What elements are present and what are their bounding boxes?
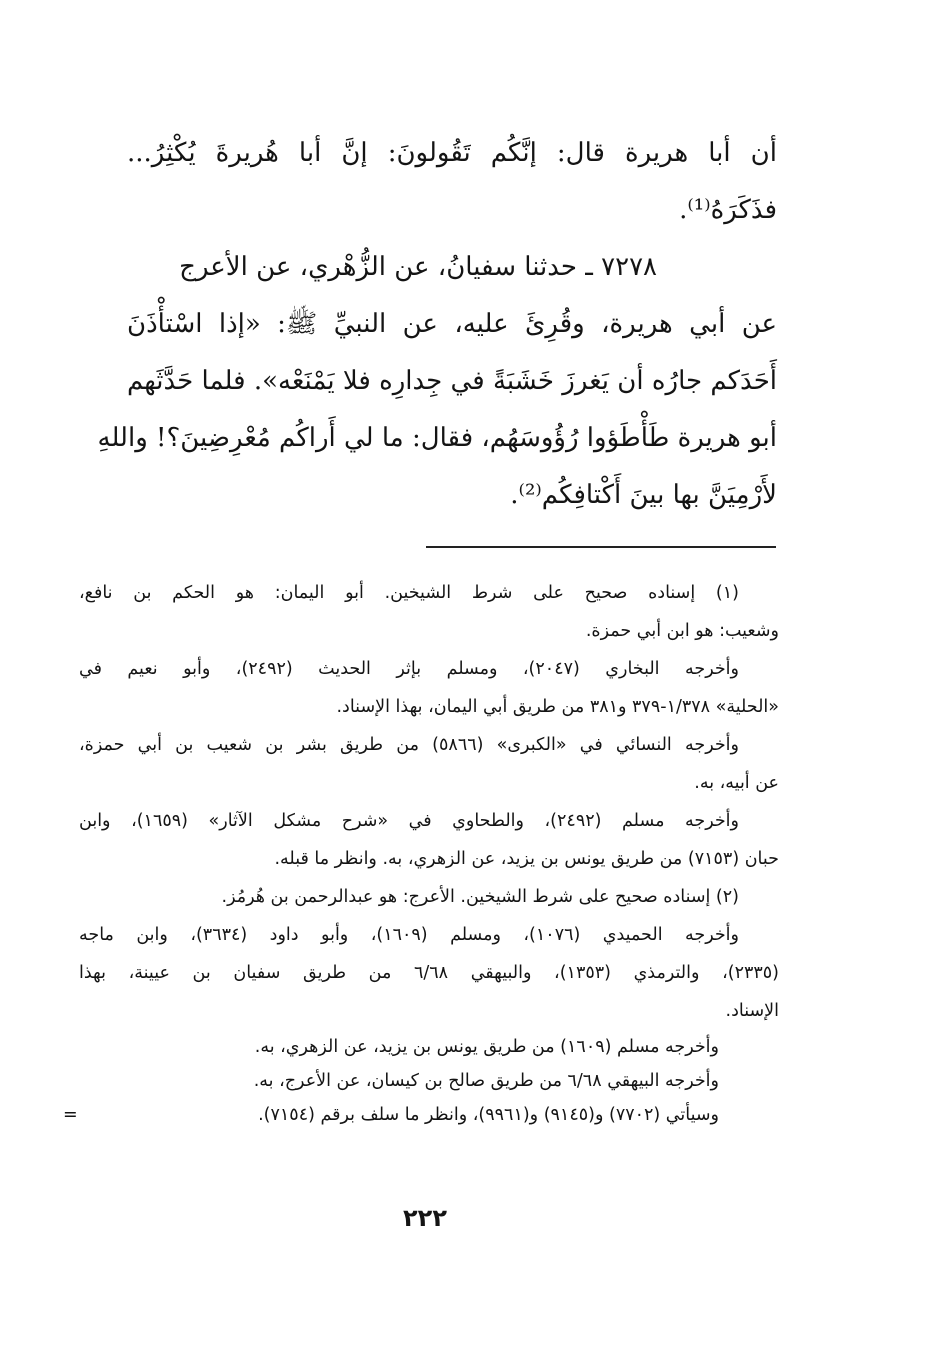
- hadith-number-line: ٧٢٧٨ ـ حدثنا سفيانُ، عن الزُّهْري، عن الأعرج: [179, 252, 657, 282]
- footnote-line: «الحلية» ١/٣٧٨-٣٧٩ و٣٨١ من طريق أبي اليمان، بهذا الإسناد.: [336, 697, 779, 717]
- main-line: أن أبا هريرة قال: إنَّكُم تَقُولونَ: إنَّ أبا هُريرةَ يُكْثِرُ...: [127, 138, 777, 168]
- footnote-line-text: وسيأتي (٧٧٠٢) و(٩١٤٥) و(٩٩٦١)، وانظر ما سلف برقم (٧١٥٤).: [258, 1105, 719, 1125]
- footnote-line: (٢) إسناده صحيح على شرط الشيخين. الأعرج: هو عبدالرحمن بن هُرمُز.: [221, 887, 739, 907]
- main-line: عن أبي هريرة، وقُرِئَ عليه، عن النبيِّ ﷺ: «إذا اسْتأْذَنَ: [127, 309, 777, 339]
- main-line: لأَرْمِيَنَّ بها بينَ أَكْتافِكُم⁽²⁾.: [510, 480, 777, 510]
- footnotes: [63, 574, 779, 1132]
- footnote-line: وأخرجه النسائي في «الكبرى» (٥٨٦٦) من طريق بشر بن شعيب بن أبي حمزة،: [79, 735, 739, 755]
- footnote-line: (١) إسناده صحيح على شرط الشيخين. أبو اليمان: هو الحكم بن نافع،: [79, 583, 739, 603]
- footnote-line: وأخرجه البخاري (٢٠٤٧)، ومسلم بإثر الحديث (٢٤٩٢)، وأبو نعيم في: [79, 659, 739, 679]
- footnote-line: وأخرجه البيهقي ٦/٦٨ من طريق صالح بن كيسان، عن الأعرج، به.: [253, 1071, 719, 1091]
- main-text: [97, 125, 777, 524]
- footnote-last-line: [63, 1098, 779, 1132]
- footnote-line: وشعيب: هو ابن أبي حمزة.: [585, 621, 779, 641]
- footnote-line: (٢٣٣٥)، والترمذي (١٣٥٣)، والبيهقي ٦/٦٨ من طريق سفيان بن عيينة، بهذا: [79, 963, 779, 983]
- footnote-line: الإسناد.: [725, 1001, 779, 1021]
- footnote-line: حبان (٧١٥٣) من طريق يونس بن يزيد، عن الزهري، به. وانظر ما قبله.: [274, 849, 779, 869]
- footnote-line: عن أبيه، به.: [694, 773, 779, 793]
- footnote-line: وأخرجه مسلم (١٦٠٩) من طريق يونس بن يزيد، عن الزهري، به.: [254, 1037, 719, 1057]
- continuation-mark: =: [63, 1105, 78, 1125]
- main-line: أَحَدَكم جارُه أن يَغرزَ خَشَبَةً في جِدارِه فلا يَمْنَعْه». فلما حَدَّثَهم: [127, 366, 777, 396]
- footnote-separator: [426, 546, 776, 548]
- page-number: ٢٢٢: [403, 1204, 447, 1232]
- footnote-line: وأخرجه مسلم (٢٤٩٢)، والطحاوي في «شرح مشكل الآثار» (١٦٥٩)، وابن: [79, 811, 739, 831]
- main-line: أبو هريرة طَأْطَؤوا رُؤُوسَهُم، فقال: ما لي أَراكُم مُعْرِضِينَ؟! واللهِ: [97, 423, 777, 453]
- main-line: فذَكَرَهُ⁽¹⁾.: [679, 195, 777, 225]
- footnote-line: وأخرجه الحميدي (١٠٧٦)، ومسلم (١٦٠٩)، وأبو داود (٣٦٣٤)، وابن ماجه: [79, 925, 739, 945]
